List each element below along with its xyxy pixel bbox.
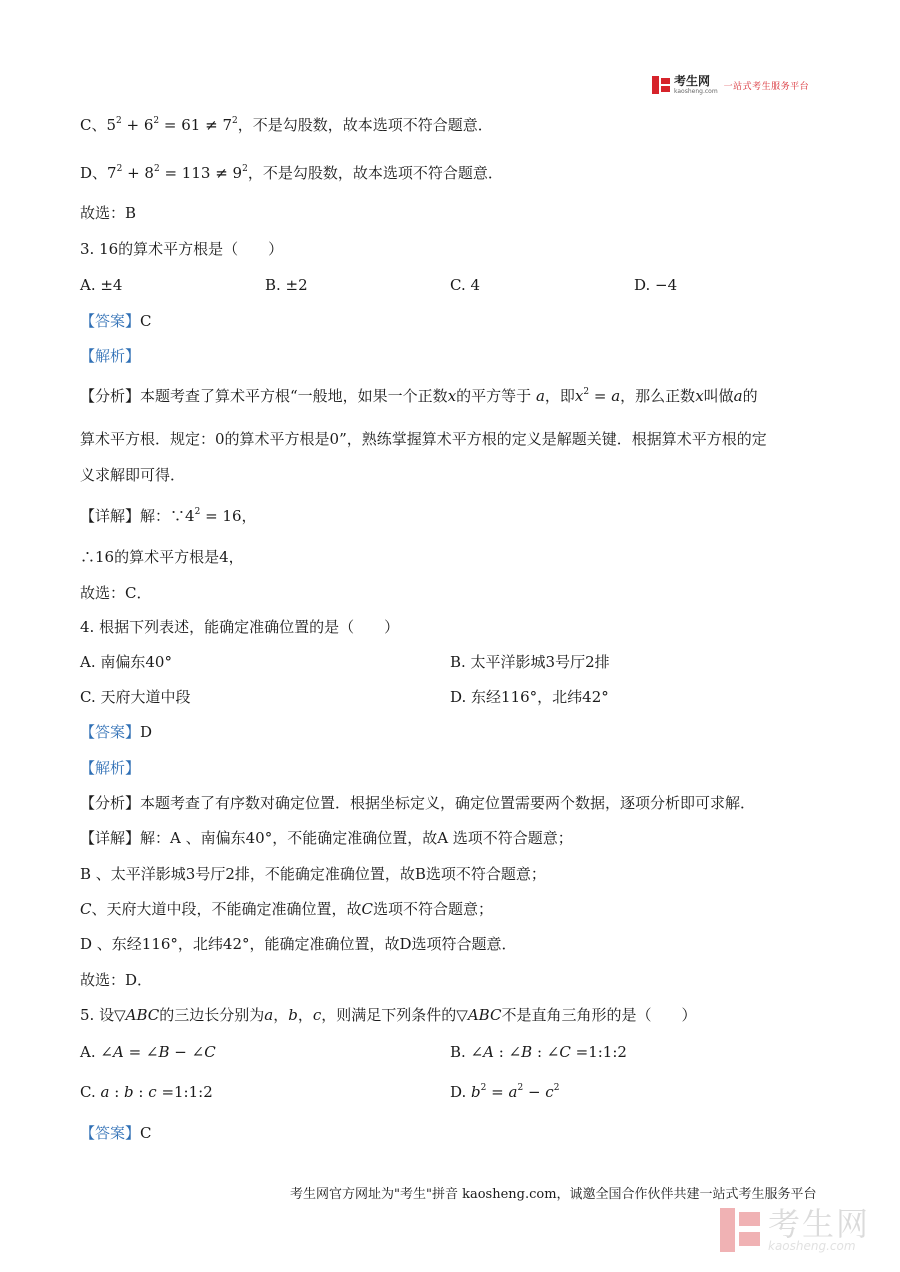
q3-analysis-tag: 【解析】 <box>80 347 141 365</box>
q4-choice: 故选：D． <box>80 971 153 989</box>
watermark <box>720 1205 871 1253</box>
q4-option-d: D. 东经116°，北纬42° <box>450 688 609 706</box>
q5-stem: 5. 设▽ABC的三边长分别为a，b，c，则满足下列条件的▽ABC不是直角三角形的是（ ） <box>80 1006 697 1024</box>
q4-option-b: B. 太平洋影城3号厅2排 <box>450 653 610 671</box>
logo-slogan: 一站式考生服务平台 <box>723 81 810 92</box>
q3-detail-line2: ∴16的算术平方根是4， <box>80 548 244 566</box>
q4-option-c: C. 天府大道中段 <box>80 688 191 706</box>
kaosheng-watermark-icon <box>720 1208 760 1252</box>
q3-option-b: B. ±2 <box>265 276 308 294</box>
q4-answer: 【答案】D <box>80 723 153 741</box>
q4-fenxi: 【分析】本题考查了有序数对确定位置．根据坐标定义，确定位置需要两个数据，逐项分析即可求解． <box>80 794 756 812</box>
q2-choice: 故选：B <box>80 204 137 222</box>
q4-option-a: A. 南偏东40° <box>80 653 172 671</box>
q3-option-d: D. −4 <box>634 276 678 294</box>
q4-detail-d: D 、东经116°，北纬42°，能确定准确位置，故D选项符合题意． <box>80 935 517 953</box>
logo-name: 考生网 <box>674 74 711 88</box>
q3-detail-line1: 【详解】解：$\because 4^2 = 16$， <box>80 507 257 525</box>
q3-option-c: C. 4 <box>450 276 481 294</box>
q5-option-a: A. ∠A = ∠B − ∠C <box>80 1043 216 1061</box>
header-logo <box>652 72 809 98</box>
q3-choice: 故选：C． <box>80 584 152 602</box>
q4-detail-b: B 、太平洋影城3号厅2排，不能确定准确位置，故B选项不符合题意； <box>80 865 546 883</box>
q5-answer: 【答案】C <box>80 1124 152 1142</box>
q4-detail-c: C、天府大道中段，不能确定准确位置，故C选项不符合题意； <box>80 900 493 918</box>
q3-answer: 【答案】C <box>80 312 152 330</box>
q3-fenxi-line2: 算术平方根．规定：0的算术平方根是0”，熟练掌握算术平方根的定义是解题关键．根据算术平方根的定 <box>80 430 767 448</box>
q2-option-d-line: D、$7^2 + 8^2 = 113 \ne 9^2$，不是勾股数，故本选项不符合题意． <box>80 164 503 182</box>
q2-option-c-line: C、$5^2 + 6^2 = 61 \ne 7^2$，不是勾股数，故本选项不符合题意． <box>80 116 493 134</box>
kaosheng-logo-icon <box>652 76 670 94</box>
q3-fenxi-line1: 【分析】本题考查了算术平方根“一般地，如果一个正数x的平方等于 a，即$x^2 = a$，那么正数x叫做a的 <box>80 387 758 405</box>
q5-option-d: D. $b^2 = a^2 - c^2$ <box>450 1083 560 1101</box>
logo-url: kaosheng.com <box>674 88 718 95</box>
footer-text: 考生网官方网址为"考生"拼音 kaosheng.com，诚邀全国合作伙伴共建一站式考生服务平台 <box>290 1187 817 1202</box>
watermark-url: kaosheng.com <box>768 1239 856 1253</box>
q3-stem: 3. 16的算术平方根是（ ） <box>80 240 284 258</box>
q4-stem: 4. 根据下列表述，能确定准确位置的是（ ） <box>80 618 400 636</box>
q3-option-a: A. ±4 <box>80 276 123 294</box>
q5-option-c: C. a : b : c =1:1:2 <box>80 1083 213 1101</box>
q4-analysis-tag: 【解析】 <box>80 759 141 777</box>
watermark-name: 考生网 <box>768 1205 871 1243</box>
q5-option-b: B. ∠A : ∠B : ∠C =1:1:2 <box>450 1043 627 1061</box>
q3-fenxi-line3: 义求解即可得． <box>80 466 186 484</box>
q4-detail-a: 【详解】解：A 、南偏东40°，不能确定准确位置，故A 选项不符合题意； <box>80 829 573 847</box>
